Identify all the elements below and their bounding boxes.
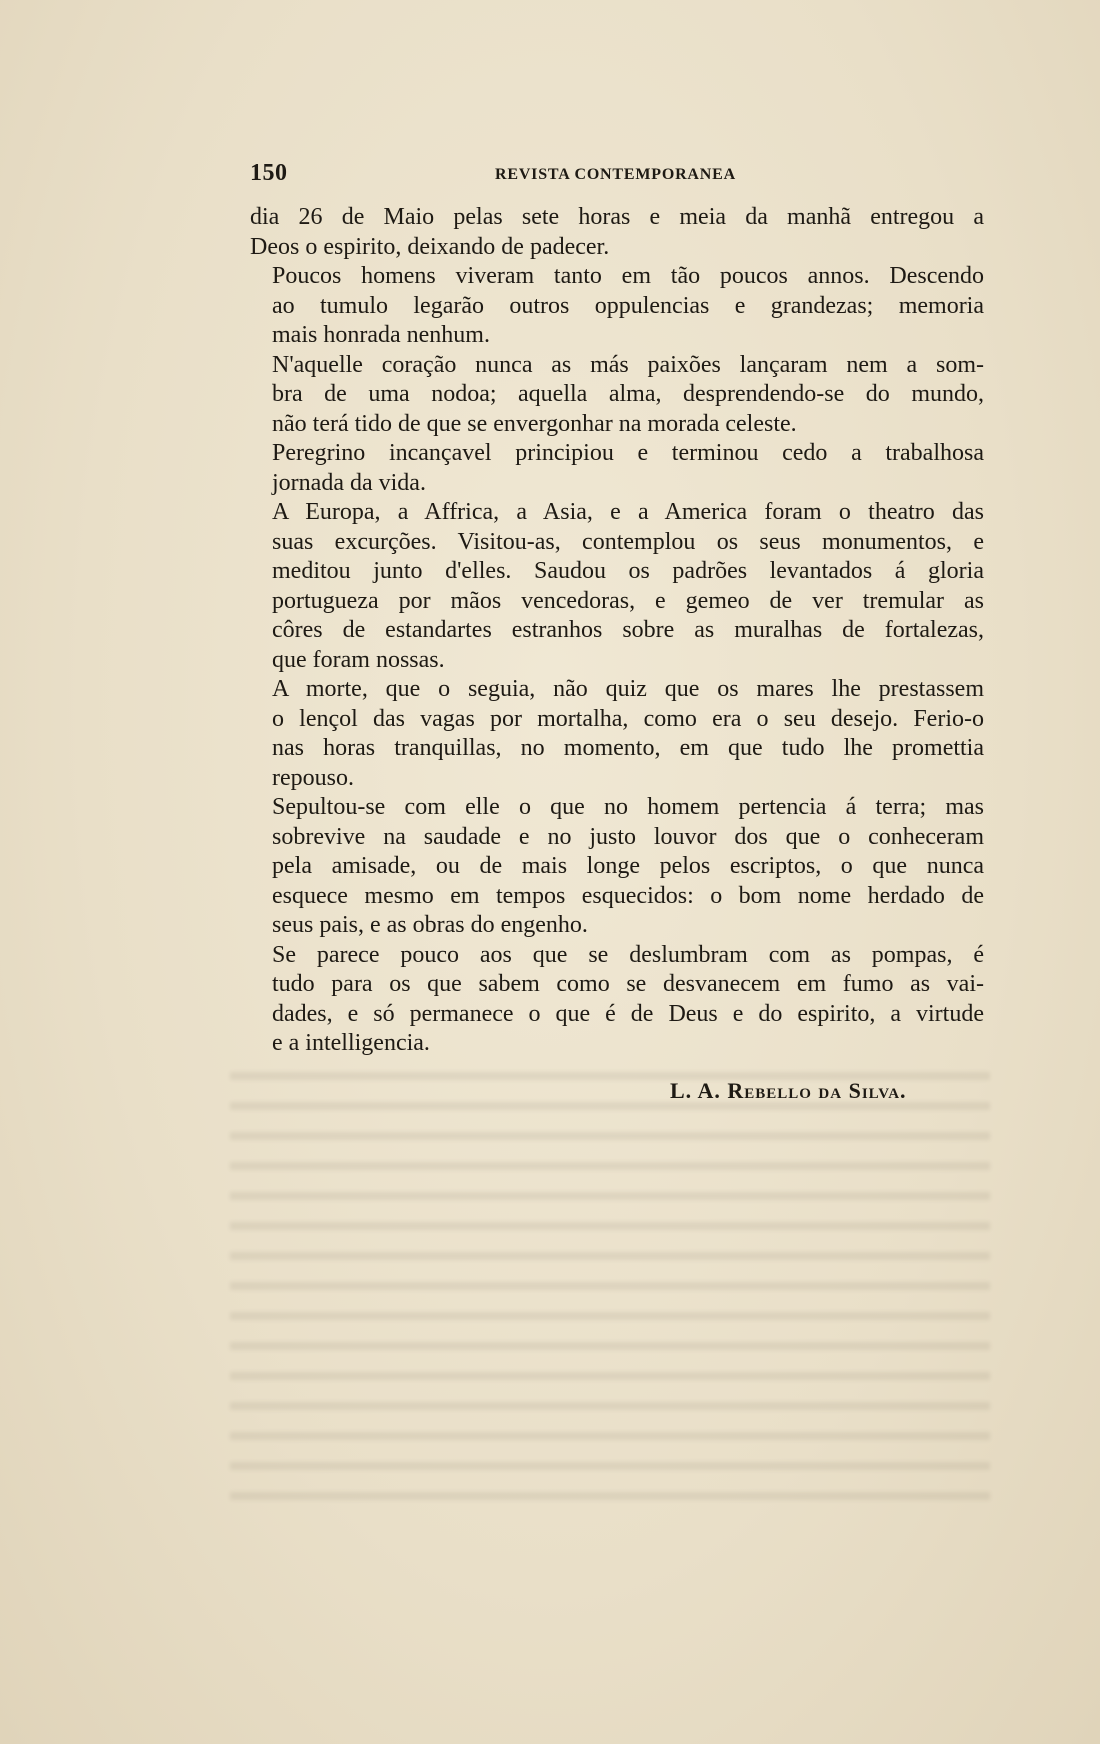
- text-line: ao tumulo legarão outros oppulencias e grandezas; memoria: [272, 292, 984, 319]
- text-line: não terá tido de que se envergonhar na morada celeste.: [272, 410, 797, 437]
- text-line: Peregrino incançavel principiou e terminou cedo a trabalhosa: [272, 440, 984, 466]
- text-line: Poucos homens viveram tanto em tão poucos annos. Descendo: [272, 263, 984, 289]
- text-line: Se parece pouco aos que se deslumbram com as pompas, é: [272, 941, 984, 968]
- text-line: dades, e só permanece o que é de Deus e do espirito, a virtude: [272, 1000, 984, 1027]
- text-line: sobrevive na saudade e no justo louvor dos que o conheceram: [272, 823, 984, 850]
- text-line: jornada da vida.: [272, 469, 426, 496]
- body-text: [250, 203, 984, 1059]
- text-line: côres de estandartes estranhos sobre as muralhas de fortalezas,: [272, 617, 984, 643]
- running-head: REVISTA CONTEMPORANEA: [495, 166, 736, 183]
- text-line: seus pais, e as obras do engenho.: [272, 912, 588, 938]
- text-line: portugueza por mãos vencedoras, e gemeo de ver tremular as: [272, 587, 984, 614]
- paragraph: [250, 262, 984, 351]
- text-line: bra de uma nodoa; aquella alma, desprendendo-se do mundo,: [272, 381, 984, 407]
- text-line: suas excurções. Visitou-as, contemplou os seus monumentos, e: [272, 528, 984, 555]
- paragraph: [250, 498, 984, 675]
- page-header: [250, 160, 985, 190]
- text-line: mais honrada nenhum.: [272, 322, 490, 348]
- text-line: Sepultou-se com elle o que no homem pertencia á terra; mas: [272, 794, 984, 820]
- paragraph: [250, 793, 984, 941]
- text-line: e a intelligencia.: [272, 1030, 430, 1056]
- paragraph: [250, 203, 984, 262]
- text-line: A morte, que o seguia, não quiz que os mares lhe prestassem: [272, 676, 984, 702]
- text-line: A Europa, a Affrica, a Asia, e a America foram o theatro das: [272, 499, 984, 525]
- text-line: meditou junto d'elles. Saudou os padrões levantados á gloria: [272, 558, 984, 584]
- paragraph: [250, 941, 984, 1059]
- text-line: dia 26 de Maio pelas sete horas e meia da manhã entregou a: [250, 204, 984, 230]
- text-line: N'aquelle coração nunca as más paixões lançaram nem a som-: [272, 351, 984, 378]
- paragraph: [250, 439, 984, 498]
- page-number: 150: [250, 160, 288, 186]
- paragraph: [250, 351, 984, 440]
- bleed-through-shadow: [230, 1060, 990, 1500]
- text-line: o lençol das vagas por mortalha, como era o seu desejo. Ferio-o: [272, 705, 984, 732]
- text-line: tudo para os que sabem como se desvanecem em fumo as vai-: [272, 971, 984, 997]
- paragraph: [250, 675, 984, 793]
- text-line: que foram nossas.: [272, 646, 445, 673]
- text-line: Deos o espirito, deixando de padecer.: [250, 233, 610, 260]
- text-line: pela amisade, ou de mais longe pelos escriptos, o que nunca: [272, 853, 984, 879]
- text-line: nas horas tranquillas, no momento, em que tudo lhe promettia: [272, 735, 984, 761]
- text-line: esquece mesmo em tempos esquecidos: o bom nome herdado de: [272, 882, 984, 909]
- text-line: repouso.: [272, 764, 354, 791]
- author-signature: L. A. Rebello da Silva.: [670, 1078, 907, 1103]
